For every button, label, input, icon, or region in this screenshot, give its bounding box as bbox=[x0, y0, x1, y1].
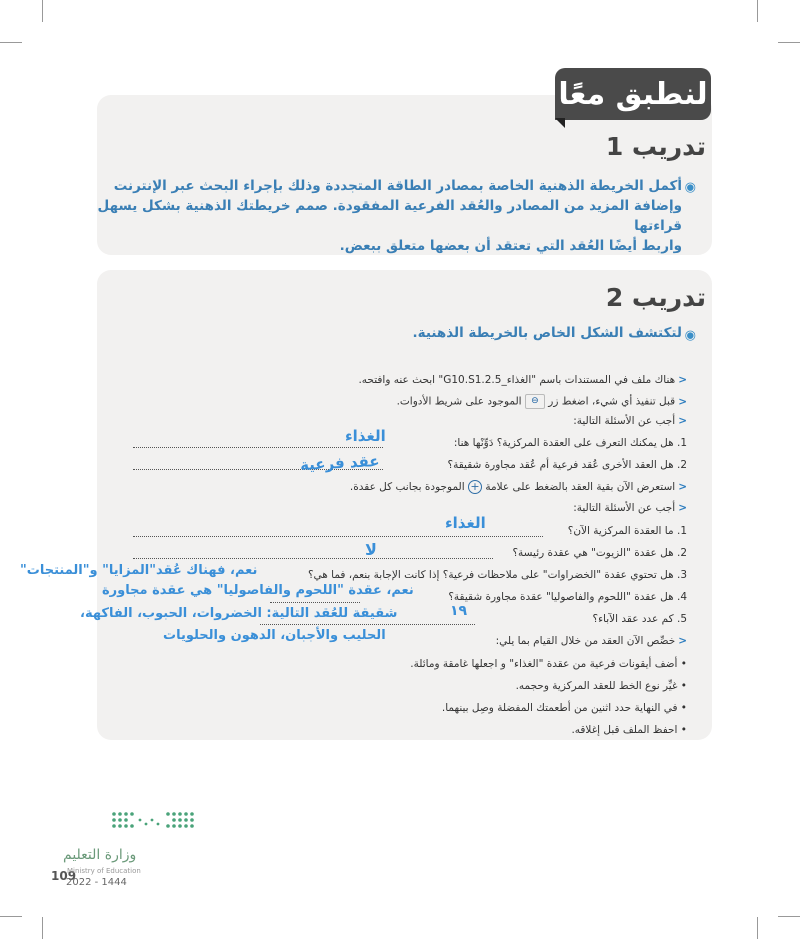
crop-mark bbox=[42, 917, 43, 939]
instruction-line: <أجب عن الأسئلة التالية: bbox=[573, 415, 687, 427]
question-line: 1. هل يمكنك التعرف على العقدة المركزية؟ دَوِّنْها هنا: bbox=[453, 437, 687, 449]
banner-tail bbox=[555, 118, 565, 128]
bullet-icon: ◉ bbox=[684, 328, 696, 343]
exercise1-line: واربط أيضًا العُقد التي تعتقد أن بعضها متعلق ببعض. bbox=[339, 238, 682, 254]
handwritten-answer: نعم، فهناك عُقد"المزايا" و"المنتجات" bbox=[20, 563, 258, 578]
task-item: • غيِّر نوع الخط للعقد المركزية وحجمه. bbox=[515, 680, 687, 692]
question-line: 2. هل عقدة "الزيوت" هي عقدة رئيسة؟ bbox=[512, 547, 687, 559]
answer-dots bbox=[133, 536, 543, 537]
exercise2-title: تدريب 2 bbox=[605, 283, 706, 312]
crop-mark bbox=[757, 917, 758, 939]
task-item: • في النهاية حدد اثنين من أطعمتك المفضلة وصِل بينهما. bbox=[441, 702, 687, 714]
exercise1-text bbox=[82, 176, 682, 256]
instruction-line: <استعرض الآن بقية العقد بالضغط على علامة + الموجودة بجانب كل عقدة. bbox=[349, 480, 687, 493]
instruction-line: <قبل تنفيذ أي شيء، اضغط زر ⊖ الموجود على شريط الأدوات. bbox=[396, 395, 687, 408]
crop-mark bbox=[778, 916, 800, 917]
question-line: 3. هل تحتوي عقدة "الخضراوات" على ملاحظات فرعية؟ إذا كانت الإجابة بنعم، فما هي؟ bbox=[307, 569, 687, 581]
question-line: 1. ما العقدة المركزية الآن؟ bbox=[567, 525, 687, 537]
handwritten-answer: الغذاء bbox=[345, 427, 386, 445]
question-line: 5. كم عدد عقد الآباء؟ bbox=[592, 613, 687, 625]
task-item: • أضف أيقونات فرعية من عقدة "الغذاء" و اجعلها غامقة ومائلة. bbox=[410, 658, 687, 670]
question-line: 2. هل العقد الأخرى عُقد فرعية أم عُقد مجاورة شقيقة؟ bbox=[447, 459, 687, 471]
handwritten-answer: نعم، عقدة "اللحوم والفاصوليا" هي عقدة مجاورة bbox=[102, 583, 414, 598]
instruction-line: <هناك ملف في المستندات باسم "الغذاء_G10.S1.2.5" ابحث عنه وافتحه. bbox=[358, 374, 687, 386]
ministry-name-ar: وزارة التعليم bbox=[63, 847, 137, 863]
crop-mark bbox=[778, 42, 800, 43]
handwritten-answer: ١٩ bbox=[450, 603, 468, 619]
task-item: • احفظ الملف قبل إغلاقه. bbox=[571, 724, 687, 736]
answer-dots bbox=[133, 447, 383, 448]
exercise1-title: تدريب 1 bbox=[605, 132, 706, 161]
bullet-icon: ◉ bbox=[684, 180, 696, 195]
answer-dots bbox=[133, 558, 493, 559]
exercise1-line: أكمل الخريطة الذهنية الخاصة بمصادر الطاقة المتجددة وذلك بإجراء البحث عبر الإنترنت bbox=[113, 178, 682, 194]
page-number: 109 bbox=[51, 869, 77, 883]
handwritten-answer: عقد فرعية bbox=[299, 451, 380, 475]
year-label: 2022 - 1444 bbox=[66, 877, 127, 888]
ministry-logo-icon bbox=[110, 810, 205, 842]
ministry-name-en: Ministry of Education bbox=[67, 867, 141, 875]
instruction-line: <خصِّص الآن العقد من خلال القيام بما يلي: bbox=[495, 635, 687, 647]
instruction-line: <أجب عن الأسئلة التالية: bbox=[573, 502, 687, 514]
handwritten-answer: الحليب والأجبان، الدهون والحلويات bbox=[163, 628, 386, 643]
plus-icon[interactable]: + bbox=[468, 480, 482, 494]
exercise1-line: وإضافة المزيد من المصادر والعُقد الفرعية المفقودة. صمم خريطتك الذهنية بشكل يسهل قراءتها bbox=[97, 198, 682, 234]
exercise2-subtitle: لتكتشف الشكل الخاص بالخريطة الذهنية. bbox=[412, 325, 682, 341]
handwritten-answer: لا bbox=[365, 540, 377, 559]
crop-mark bbox=[757, 0, 758, 22]
crop-mark bbox=[0, 916, 22, 917]
mindmap-layout-icon[interactable]: ⊖ bbox=[525, 394, 545, 409]
question-line: 4. هل عقدة "اللحوم والفاصوليا" عقدة مجاورة شقيقة؟ bbox=[448, 591, 687, 603]
handwritten-answer: الغذاء bbox=[445, 514, 486, 532]
answer-dots bbox=[260, 624, 475, 625]
handwritten-answer: شقيقة للعُقد التالية: الخضروات، الحبوب، الفاكهة، bbox=[80, 606, 398, 621]
crop-mark bbox=[0, 42, 22, 43]
answer-dots bbox=[270, 602, 360, 603]
banner-title: لنطبق معًا bbox=[555, 68, 711, 120]
crop-mark bbox=[42, 0, 43, 22]
